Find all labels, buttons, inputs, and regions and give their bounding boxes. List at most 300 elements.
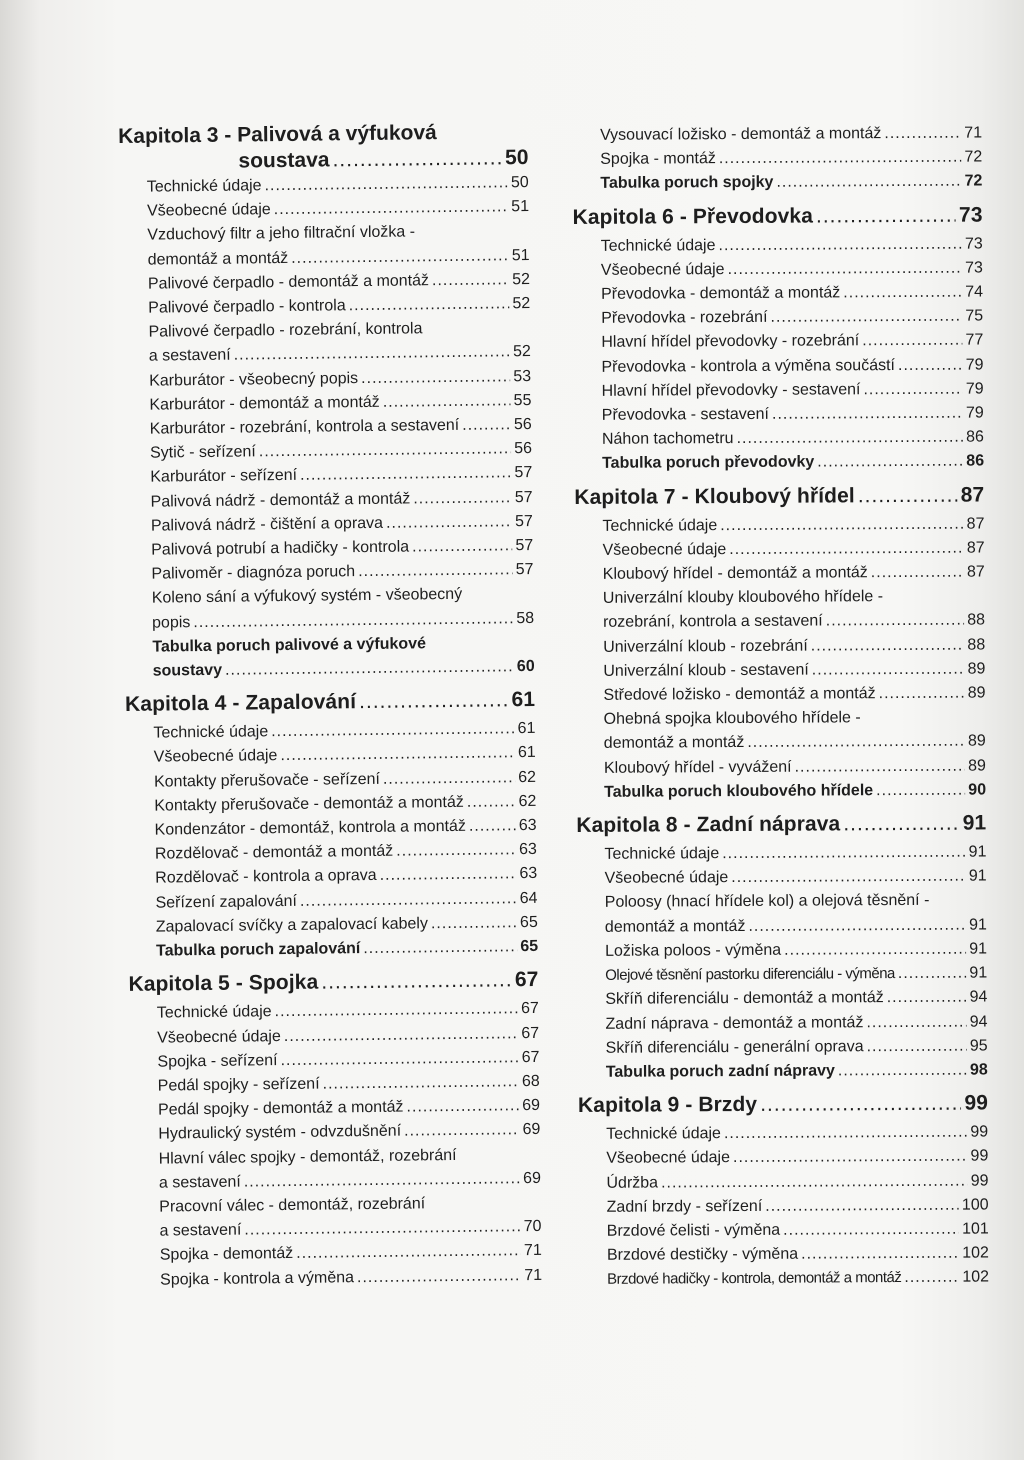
dot-leader (225, 655, 514, 683)
dot-leader (770, 305, 962, 330)
toc-entry-page: 69 (523, 1169, 542, 1187)
dot-leader (280, 1046, 518, 1073)
chapter-page: 99 (964, 1091, 989, 1115)
dot-leader (296, 1239, 521, 1266)
toc-entry (576, 754, 986, 781)
chapter-page: 87 (960, 483, 985, 507)
toc-entry-title: Technické údaje (146, 177, 262, 196)
dot-leader (817, 450, 963, 475)
toc-entry-title: demontáž a montáž (147, 249, 289, 269)
toc-left-column (118, 121, 543, 1293)
toc-entry-page: 101 (962, 1220, 989, 1238)
toc-entry (574, 377, 984, 404)
toc-table-entry (128, 935, 538, 964)
dot-leader (284, 1022, 519, 1049)
chapter-3-entries (119, 171, 535, 636)
dot-leader (264, 171, 508, 198)
dot-leader (826, 609, 965, 634)
toc-entry (577, 962, 987, 989)
toc-entry-title: Spojka - kontrola a výměna (160, 1268, 355, 1289)
toc-entry-title: Technické údaje (606, 1125, 721, 1143)
chapter-heading-6 (572, 202, 982, 231)
toc-entry (575, 536, 985, 563)
toc-entry (578, 1145, 988, 1172)
toc-entry-page: 71 (524, 1266, 543, 1284)
dot-leader (271, 717, 515, 744)
toc-table-entry (125, 655, 535, 684)
toc-entry-title: Technické údaje (156, 1003, 272, 1022)
chapter-heading-7 (574, 482, 984, 511)
dot-leader (898, 353, 963, 378)
toc-entry-title: Karburátor - všeobecný popis (149, 369, 359, 390)
toc-entry-title: Tabulka poruch převodovky (602, 453, 815, 473)
toc-entry-title: Brzdové hadičky - kontrola, demontáž a montáž (607, 1269, 902, 1289)
toc-entry-page: 90 (968, 781, 987, 799)
chapter-page: 67 (514, 968, 539, 992)
toc-entry-title: Spojka - seřízení (157, 1051, 278, 1071)
toc-entry-page: 50 (510, 173, 529, 192)
toc-entry (577, 986, 987, 1013)
toc-entry-title: Náhon tachometru (601, 430, 734, 449)
toc-entry (575, 609, 985, 636)
toc-entry-page: 91 (969, 940, 988, 958)
toc-entry-page: 94 (969, 1012, 988, 1031)
toc-entry-page: 91 (968, 867, 987, 885)
toc-entry-page: 94 (969, 988, 988, 1006)
dot-leader (720, 512, 964, 538)
dot-leader (274, 195, 509, 222)
dot-leader (776, 170, 961, 195)
toc-entry-title: Rozdělovač - kontrola a oprava (155, 867, 377, 888)
toc-entry-title: a sestavení (158, 1173, 241, 1192)
toc-entry-page: 89 (967, 732, 986, 751)
toc-entry (575, 682, 985, 709)
toc-entry-title: Hydraulický systém - odvzdušnění (158, 1122, 402, 1143)
toc-entry-page: 61 (517, 720, 536, 738)
toc-entry (131, 1167, 541, 1196)
toc-entry-page: 75 (965, 307, 984, 325)
toc-entry-title: Seřízení zapalování (155, 892, 298, 912)
dot-leader (661, 1169, 968, 1195)
dot-leader (259, 437, 512, 464)
toc-entry-title: Tabulka poruch zadní nápravy (605, 1062, 835, 1081)
toc-entry-title: Všeobecné údaje (600, 260, 725, 279)
chapter-title: Kapitola 5 - Spojka (128, 970, 319, 997)
toc-entry-page: 71 (964, 124, 983, 142)
toc-entry-page: 62 (518, 792, 537, 811)
toc-entry-title: rozebrání, kontrola a sestavení (602, 612, 823, 632)
dot-leader (801, 1242, 959, 1267)
toc-entry (572, 121, 982, 148)
toc-entry (573, 256, 983, 283)
dot-leader (244, 1215, 521, 1243)
dot-leader (467, 790, 516, 815)
toc-entry-title: Karburátor - rozebrání, kontrola a sestavení (149, 416, 460, 438)
toc-entry-title: Zadní náprava - demontáž a montáž (605, 1013, 864, 1033)
toc-entry (578, 1169, 988, 1196)
toc-entry (577, 1010, 987, 1037)
toc-entry-title: Tabulka poruch spojky (600, 174, 774, 193)
toc-entry-title: Zapalovací svíčky a zapalovací kabely (155, 915, 429, 936)
dot-leader (722, 841, 966, 867)
toc-entry (120, 292, 530, 321)
dot-leader (784, 937, 966, 962)
toc-entry-title: Kontakty přerušovače - seřízení (153, 770, 381, 791)
toc-entry-page: 102 (962, 1244, 989, 1262)
toc-entry-page: 67 (521, 1024, 540, 1042)
toc-entry-page: 89 (967, 684, 986, 702)
dot-leader (386, 510, 512, 536)
toc-entry-page: 98 (969, 1061, 988, 1079)
dot-leader (357, 1264, 522, 1290)
dot-leader (300, 462, 512, 489)
dot-leader (795, 754, 966, 779)
toc-entry-page: 57 (515, 537, 534, 555)
dot-leader (736, 426, 963, 452)
dot-leader (358, 558, 513, 584)
toc-entry-title: Všeobecné údaje (606, 1149, 731, 1168)
dot-leader (729, 536, 964, 562)
toc-entry-page: 86 (966, 428, 984, 446)
toc-entry-title: Kloubový hřídel - vyvážení (603, 758, 792, 777)
toc-entry-title: Technické údaje (600, 236, 716, 255)
toc-entry-title: Zadní brzdy - seřízení (606, 1197, 763, 1216)
toc-entry (576, 730, 986, 757)
toc-entry-page: 56 (513, 416, 532, 434)
toc-entry-title: Převodovka - sestavení (601, 405, 770, 424)
chapter-5-table-entry (572, 170, 982, 197)
toc-entry (576, 841, 986, 868)
chapter-5-entries (129, 997, 543, 1292)
dot-leader (866, 1034, 966, 1059)
toc-entry-page: 95 (969, 1037, 988, 1055)
toc-entry (119, 195, 529, 224)
dot-leader (363, 935, 517, 961)
toc-entry-page: 55 (513, 391, 532, 410)
toc-table-entry (572, 170, 982, 197)
toc-entry (577, 937, 987, 964)
chapter-8-table-entry (578, 1058, 988, 1085)
chapter-page: 50 (504, 145, 529, 170)
toc-entry-title: Spojka - demontáž (159, 1245, 294, 1264)
toc-entry-title: Tabulka poruch kloubového hřídele (604, 782, 874, 801)
chapter-title: Kapitola 9 - Brzdy (577, 1092, 758, 1118)
dot-leader (871, 561, 964, 586)
toc-entry-title: Kontakty přerušovače - demontáž a montáž (154, 793, 464, 815)
toc-entry-title: Brzdové destičky - výměna (606, 1245, 799, 1264)
toc-entry (579, 1217, 989, 1244)
chapter-6-table-entry (574, 450, 984, 477)
chapter-7-entries (574, 512, 986, 781)
toc-entry-title: Sytič - seřízení (149, 443, 256, 462)
chapter-page: 61 (511, 688, 536, 712)
toc-entry-title: a sestavení (148, 347, 231, 366)
toc-entry-title: Palivoměr - diagnóza poruch (151, 563, 356, 583)
toc-entry-title: Všeobecné údaje (602, 540, 727, 559)
dot-leader (234, 341, 511, 369)
toc-entry-page: 91 (969, 916, 987, 934)
toc-entry (579, 1242, 989, 1269)
toc-entry-page: 87 (966, 515, 985, 533)
toc-entry-page: 65 (519, 913, 538, 932)
dot-leader (432, 268, 509, 293)
toc-entry-page: 72 (964, 172, 983, 191)
dot-leader (361, 365, 510, 391)
toc-entry-title: Rozdělovač - demontáž a montáž (154, 842, 394, 863)
dot-leader (380, 863, 517, 889)
toc-entry-page: 60 (516, 658, 535, 676)
toc-entry-title: Všeobecné údaje (146, 201, 271, 220)
toc-entry-title: Převodovka - rozebrání (601, 309, 768, 328)
toc-entry-page: 87 (966, 563, 985, 581)
chapter-5-continued-entries (572, 121, 982, 172)
toc-entry-title: Palivová nádrž - čištění a oprava (150, 514, 384, 535)
chapter-heading-3 (118, 119, 529, 176)
toc-entry (573, 353, 983, 380)
toc-entry-page: 86 (966, 452, 985, 471)
toc-entry-page: 88 (967, 611, 986, 630)
dot-leader (879, 682, 965, 707)
dot-leader (866, 1010, 966, 1035)
toc-right-column (572, 124, 990, 1293)
toc-entry-page: 77 (965, 331, 984, 350)
toc-entry-title: Kondenzátor - demontáž, kontrola a montáž (154, 817, 467, 839)
toc-entry-title: Pedál spojky - demontáž a montáž (157, 1098, 404, 1119)
toc-entry-page: 67 (520, 1000, 539, 1018)
toc-entry-title: Palivové čerpadlo - demontáž a montáž (147, 272, 430, 293)
toc-entry (572, 146, 982, 173)
toc-entry-title: Středové ložisko - demontáž a montáž (603, 685, 876, 704)
toc-entry-page: 57 (514, 488, 533, 506)
dot-leader (772, 402, 963, 427)
toc-entry-page: 52 (512, 294, 531, 313)
toc-entry-page: 51 (511, 246, 530, 264)
toc-entry-page: 69 (522, 1121, 541, 1139)
dot-leader (843, 281, 962, 306)
toc-entry-title: Převodovka - demontáž a montáž (600, 284, 841, 303)
toc-entry-page: 57 (514, 512, 533, 531)
dot-leader (748, 913, 966, 939)
toc-entry-page: 102 (962, 1268, 990, 1286)
toc-entry-title-line: Ohebná spojka kloubového hřídele - (603, 709, 861, 729)
toc-entry (573, 232, 983, 259)
toc-table-entry (578, 1058, 988, 1085)
dot-leader (383, 766, 516, 792)
toc-entry-page: 70 (523, 1218, 542, 1236)
toc-entry-page: 69 (522, 1097, 541, 1115)
dot-leader (731, 865, 966, 891)
dot-leader (887, 986, 967, 1011)
toc-entry-title: Palivové čerpadlo - kontrola (148, 297, 346, 317)
toc-entry-title: Univerzální kloub - rozebrání (603, 637, 808, 656)
dot-leader (291, 244, 509, 271)
chapter-9-entries (578, 1121, 989, 1293)
chapter-title-cont: soustava (238, 148, 330, 173)
toc-entry-page: 63 (518, 817, 537, 835)
dot-leader (904, 1266, 959, 1291)
dot-leader (812, 657, 965, 682)
toc-entry (123, 558, 533, 587)
toc-entry-page: 63 (519, 865, 538, 883)
toc-entry-page: 51 (511, 198, 530, 216)
dot-leader (884, 122, 961, 147)
toc-entry-page: 65 (520, 938, 539, 956)
toc-entry (578, 1121, 988, 1148)
toc-entry-page: 79 (965, 356, 984, 374)
toc-entry-page: 87 (966, 539, 985, 557)
dot-leader (349, 292, 510, 318)
chapter-heading-4 (125, 687, 535, 718)
toc-entry-page: 53 (513, 367, 532, 385)
toc-entry-page: 91 (968, 843, 987, 861)
chapter-heading-5 (128, 967, 538, 998)
toc-entry-title: Všeobecné údaje (157, 1027, 281, 1047)
toc-entry (575, 561, 985, 588)
toc-entry-title: Pedál spojky - seřízení (157, 1075, 320, 1095)
toc-entry-page: 56 (514, 440, 533, 458)
toc-entry-page: 99 (970, 1147, 989, 1165)
toc-entry-title: Ložiska poloos - výměna (605, 941, 782, 960)
toc-entry-title: Všeobecné údaje (153, 747, 278, 767)
dot-leader (383, 389, 511, 415)
toc-entry-page: 79 (965, 404, 984, 422)
chapter-6-entries (573, 232, 984, 452)
toc-entry (578, 1034, 988, 1061)
dot-leader (811, 633, 965, 658)
toc-table-entry (576, 778, 986, 805)
dot-leader (765, 1193, 959, 1218)
toc-entry-page: 73 (964, 235, 983, 253)
toc-entry (577, 865, 987, 892)
dot-leader (462, 413, 511, 438)
chapter-heading-9 (578, 1091, 988, 1120)
toc-entry-page: 57 (515, 561, 534, 579)
toc-entry-page: 67 (521, 1048, 540, 1066)
chapter-4-table-entry (128, 935, 538, 964)
toc-entry-title-line: Koleno sání a výfukový systém - všeobecný (151, 586, 463, 608)
dot-leader (396, 838, 516, 864)
toc-entry-title: a sestavení (159, 1221, 242, 1240)
toc-entry-page: 62 (518, 768, 537, 786)
toc-entry (573, 281, 983, 308)
toc-entry-page: 57 (514, 464, 533, 482)
toc-entry-title-line: Hlavní válec spojky - demontáž, rozebrání (158, 1146, 457, 1168)
dot-leader (863, 377, 963, 402)
toc-entry-title-line: Univerzální klouby kloubového hřídele - (602, 588, 884, 608)
toc-entry-title-line: Pracovní válec - demontáž, rozebrání (159, 1195, 426, 1216)
toc-entry-page: 88 (967, 636, 986, 654)
toc-entry-title-line: Poloosy (hnací hřídele kol) a olejová těsnění - (604, 892, 930, 912)
toc-entry-title: popis (151, 613, 191, 632)
toc-entry-page: 58 (516, 609, 535, 627)
chapter-title: Kapitola 7 - Kloubový hřídel (574, 483, 855, 509)
toc-entry (573, 329, 983, 356)
toc-entry-title: Karburátor - demontáž a montáž (149, 393, 380, 414)
chapter-title: Kapitola 4 - Zapalování (124, 690, 357, 717)
dot-leader (193, 607, 513, 635)
toc-entry-title: Vysouvací ložisko - demontáž a montáž (600, 125, 882, 144)
toc-entry (575, 657, 985, 684)
toc-entry (574, 512, 984, 539)
toc-entry-title: Olejové těsnění pastorku diferenciálu - výměna (605, 965, 895, 984)
toc-entry-page: 71 (523, 1242, 542, 1260)
dot-leader (322, 1070, 519, 1097)
dot-leader (733, 1145, 968, 1171)
dot-leader (274, 997, 518, 1024)
dot-leader (413, 486, 512, 511)
chapter-title: Kapitola 6 - Převodovka (572, 204, 814, 229)
dot-leader (300, 887, 517, 914)
toc-entry-title-line: Tabulka poruch palivové a výfukové (152, 635, 427, 656)
toc-entry-title: soustavy (152, 661, 223, 680)
dot-leader (876, 778, 965, 803)
dot-leader (280, 742, 515, 769)
dot-leader (469, 814, 516, 839)
toc-entry-page: 63 (518, 841, 538, 859)
dot-leader (406, 1094, 519, 1120)
dot-leader (727, 256, 962, 282)
toc-entry-page: 91 (969, 964, 988, 982)
toc-entry (577, 913, 987, 940)
dot-leader (431, 911, 517, 936)
toc-entry-page: 100 (961, 1196, 989, 1214)
toc-entry-page: 73 (965, 259, 983, 277)
dot-leader (412, 534, 513, 559)
toc-entry (130, 1118, 540, 1147)
dot-leader (783, 1218, 959, 1243)
toc-entry (573, 305, 983, 332)
dot-leader (898, 962, 967, 987)
toc-entry-title: Brzdové čelisti - výměna (606, 1221, 781, 1240)
toc-entry-title-line: Palivové čerpadlo - rozebrání, kontrola (148, 320, 423, 341)
toc-entry (575, 633, 985, 660)
toc-entry-title: demontáž a montáž (604, 917, 746, 936)
toc-entry-title: Hlavní hřídel převodovky - rozebrání (601, 332, 860, 352)
toc-entry-title: Technické údaje (153, 723, 269, 742)
toc-entry (579, 1193, 989, 1220)
chapter-title: Kapitola 3 - Palivová a výfuková (118, 121, 437, 148)
toc-entry-title: Palivová potrubí a hadičky - kontrola (151, 538, 410, 559)
toc-entry-title: Tabulka poruch zapalování (156, 940, 361, 960)
toc-table-entry (574, 450, 984, 477)
toc-entry (579, 1266, 989, 1293)
toc-entry-page: 89 (967, 660, 986, 678)
toc-entry-title: Spojka - montáž (600, 150, 716, 169)
toc-entry-page: 68 (521, 1072, 540, 1091)
dot-leader (719, 146, 962, 172)
dot-leader (718, 232, 962, 258)
chapter-title: Kapitola 8 - Zadní náprava (576, 812, 841, 838)
chapter-7-table-entry (576, 778, 986, 805)
toc-entry-page: 72 (964, 148, 983, 166)
toc-entry (574, 426, 984, 453)
toc-entry-title: Karburátor - seřízení (150, 467, 298, 487)
toc-entry-page: 99 (970, 1123, 989, 1141)
toc-entry-title: Hlavní hřídel převodovky - sestavení (601, 381, 861, 400)
chapter-page: 91 (962, 811, 987, 835)
dot-leader (404, 1118, 520, 1144)
toc-entry-page: 74 (965, 283, 984, 301)
toc-entry (132, 1263, 542, 1292)
toc-entry-title: Převodovka - kontrola a výměna součástí (601, 356, 896, 376)
toc-entry-title: Kloubový hřídel - demontáž a montáž (602, 564, 868, 583)
chapter-8-entries (576, 841, 987, 1061)
toc-entry-title: Skříň diferenciálu - demontáž a montáž (605, 989, 884, 1009)
toc-entry-title: demontáž a montáž (603, 734, 745, 753)
toc-entry-title: Technické údaje (602, 516, 718, 535)
dot-leader (747, 730, 965, 756)
toc-entry-page: 99 (970, 1171, 989, 1190)
